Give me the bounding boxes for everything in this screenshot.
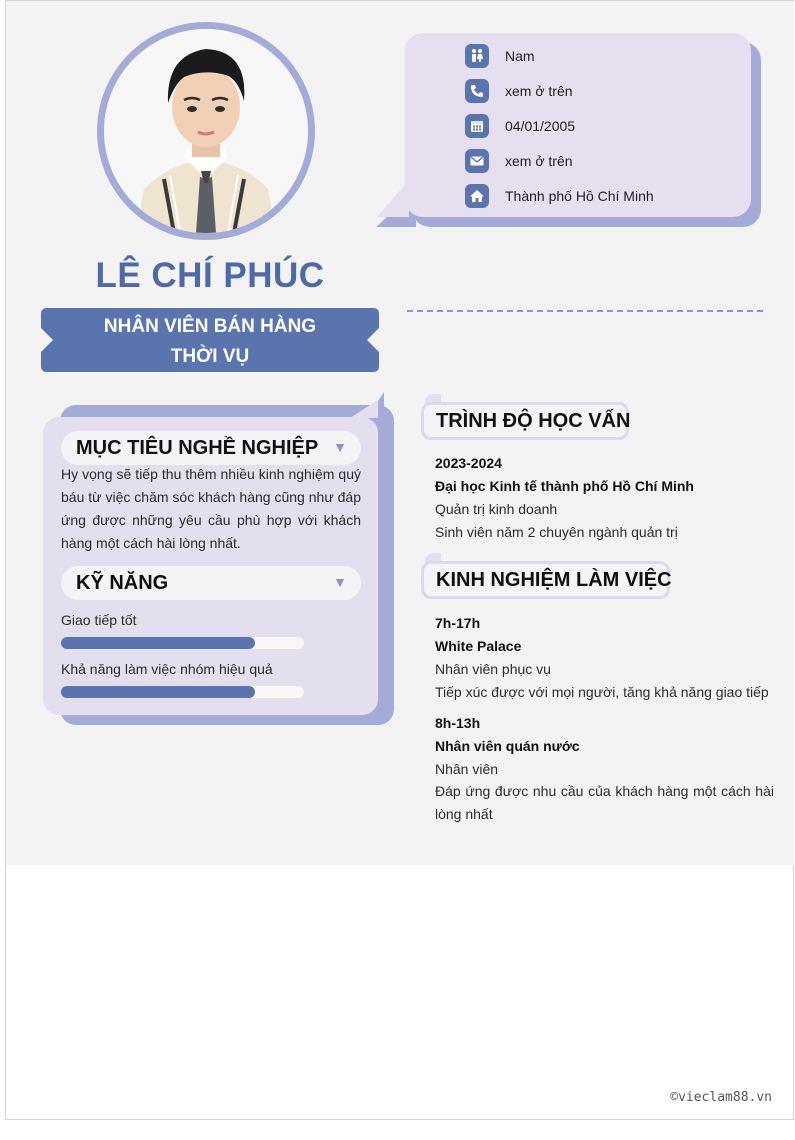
section-title: MỤC TIÊU NGHỀ NGHIỆP xyxy=(76,437,319,459)
skill-label: Khả năng làm việc nhóm hiệu quả xyxy=(61,661,273,677)
triangle-down-icon: ▼ xyxy=(333,574,347,590)
contact-phone xyxy=(465,79,573,103)
triangle-down-icon: ▼ xyxy=(333,439,347,455)
experience-position: Nhân viên xyxy=(435,761,499,777)
skill-bar-fill xyxy=(61,637,255,649)
contact-value: xem ở trên xyxy=(505,83,573,99)
experience-company: Nhân viên quán nước xyxy=(435,738,580,754)
contact-gender xyxy=(465,44,535,68)
contact-value: Nam xyxy=(505,48,535,64)
job-title-line: NHÂN VIÊN BÁN HÀNG xyxy=(103,316,317,337)
contact-address xyxy=(465,184,654,208)
avatar-frame xyxy=(97,22,315,240)
experience-company: White Palace xyxy=(435,638,522,654)
contact-value: Thành phố Hồ Chí Minh xyxy=(505,188,654,204)
contact-value: xem ở trên xyxy=(505,153,573,169)
candidate-name: LÊ CHÍ PHÚC xyxy=(95,256,325,295)
contact-birthday xyxy=(465,114,575,138)
experience-time: 7h-17h xyxy=(435,615,481,631)
job-title-line: THỜI VỤ xyxy=(170,346,250,367)
experience-position: Nhân viên phục vụ xyxy=(435,661,551,677)
skills-header xyxy=(61,566,361,600)
section-title: TRÌNH ĐỘ HỌC VẤN xyxy=(436,410,631,432)
experience-header xyxy=(421,561,670,599)
experience-description: Đáp ứng được nhu cầu của khách hàng một cách hài lòng nhất xyxy=(435,783,774,822)
section-title: KỸ NĂNG xyxy=(76,572,169,594)
calendar-icon xyxy=(465,114,489,138)
objective-text: Hy vọng sẽ tiếp thu thêm nhiều kinh nghiệm quý báu từ việc chăm sóc khách hàng cũng như đáp ứng được những yêu cầu phù hợp với khách hàng một cách hài lòng nhất. xyxy=(61,466,361,551)
skill-bar xyxy=(61,637,304,649)
contact-box-tail xyxy=(377,180,409,217)
contact-value: 04/01/2005 xyxy=(505,118,576,134)
gender-icon xyxy=(465,44,489,68)
avatar xyxy=(104,29,308,233)
skill-label: Giao tiếp tốt xyxy=(61,612,137,628)
skill-bar-fill xyxy=(61,686,255,698)
skill-bar xyxy=(61,686,304,698)
email-icon xyxy=(465,149,489,173)
job-title xyxy=(41,312,379,372)
section-title: KINH NGHIỆM LÀM VIỆC xyxy=(436,569,672,591)
home-icon xyxy=(465,184,489,208)
education-period: 2023-2024 xyxy=(435,455,502,471)
education-major: Quản trị kinh doanh xyxy=(435,501,558,517)
education-header xyxy=(421,402,629,440)
experience-description: Tiếp xúc được với mọi người, tăng khả năng giao tiếp xyxy=(435,684,769,700)
education-school: Đại học Kinh tế thành phố Hồ Chí Minh xyxy=(435,478,694,494)
experience-time: 8h-13h xyxy=(435,715,481,731)
footer-watermark: ©vieclam88.vn xyxy=(670,1090,772,1105)
phone-icon xyxy=(465,79,489,103)
contact-email xyxy=(465,149,573,173)
divider xyxy=(407,310,763,312)
objective-header xyxy=(61,431,361,465)
education-note: Sinh viên năm 2 chuyên ngành quản trị xyxy=(435,524,678,540)
